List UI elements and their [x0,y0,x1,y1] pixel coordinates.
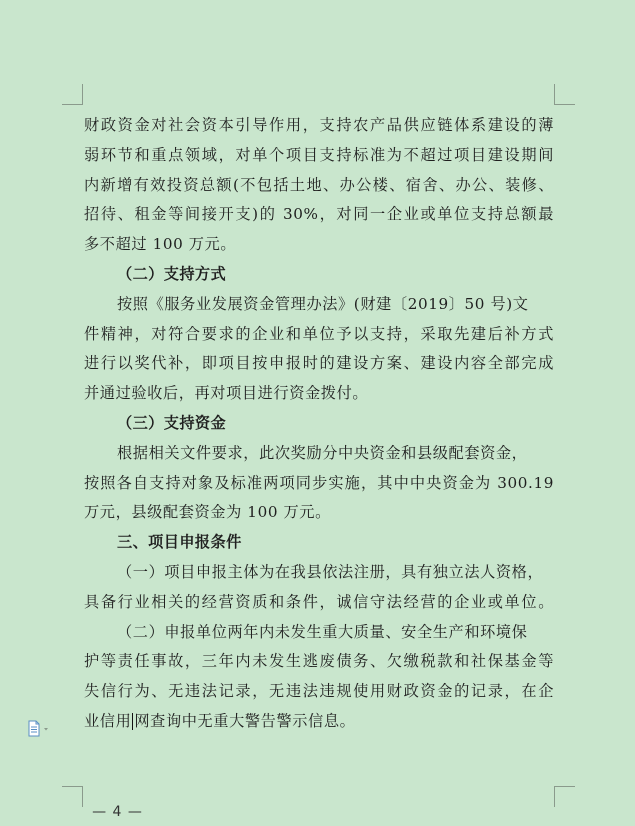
text-line: 护等责任事故，三年内未发生逃废债务、欠缴税款和社保基金等 [84,652,554,671]
text-line-with-cursor [84,707,554,737]
section-heading-support-method: （二）支持方式 [117,264,227,283]
text-line: 件精神，对符合要求的企业和单位予以支持，采取先建后补方式 [84,324,554,343]
text-line: 并通过验收后，再对项目进行资金拨付。 [84,384,369,403]
section-heading-support-funds: （三）支持资金 [117,413,227,432]
text-line: 招待、租金等间接开支)的 30%，对同一企业或单位支持总额最 [84,205,554,224]
text-before-cursor: 业信用 [84,711,132,730]
text-line: 内新增有效投资总额(不包括土地、办公楼、宿舍、办公、装修、 [84,175,554,194]
text-line: 根据相关文件要求，此次奖励分中央资金和县级配套资金， [117,443,528,462]
page-number: — 4 — [92,804,143,820]
text-line: 进行以奖代补，即项目按申报时的建设方案、建设内容全部完成 [84,354,554,373]
crop-mark-top-right [554,84,575,105]
text-line: （二）申报单位两年内未发生重大质量、安全生产和环境保 [117,622,528,641]
text-line: 万元，县级配套资金为 100 万元。 [84,503,331,522]
crop-mark-bottom-right [554,786,575,807]
document-options-icon[interactable] [26,720,52,738]
text-line: 失信行为、无违法记录，无违法违规使用财政资金的记录，在企 [84,682,554,701]
text-line: 财政资金对社会资本引导作用，支持农产品供应链体系建设的薄 [84,116,554,134]
text-line: 按照各自支持对象及标准两项同步实施，其中中央资金为 300.19 [84,473,554,492]
text-line: 多不超过 100 万元。 [84,235,237,254]
text-after-cursor: 网查询中无重大警告警示信息。 [134,711,356,730]
crop-mark-top-left [62,84,83,105]
text-line: 按照《服务业发展资金管理办法》(财建〔2019〕50 号)文 [117,294,529,313]
section-heading-application-conditions: 三、项目申报条件 [117,533,242,552]
text-line: 弱环节和重点领域，对单个项目支持标准为不超过项目建设期间 [84,145,554,164]
document-body[interactable] [84,111,554,737]
text-line: 具备行业相关的经营资质和条件，诚信守法经营的企业或单位。 [84,592,554,611]
text-line: （一）项目申报主体为在我县依法注册，具有独立法人资格， [117,562,544,581]
